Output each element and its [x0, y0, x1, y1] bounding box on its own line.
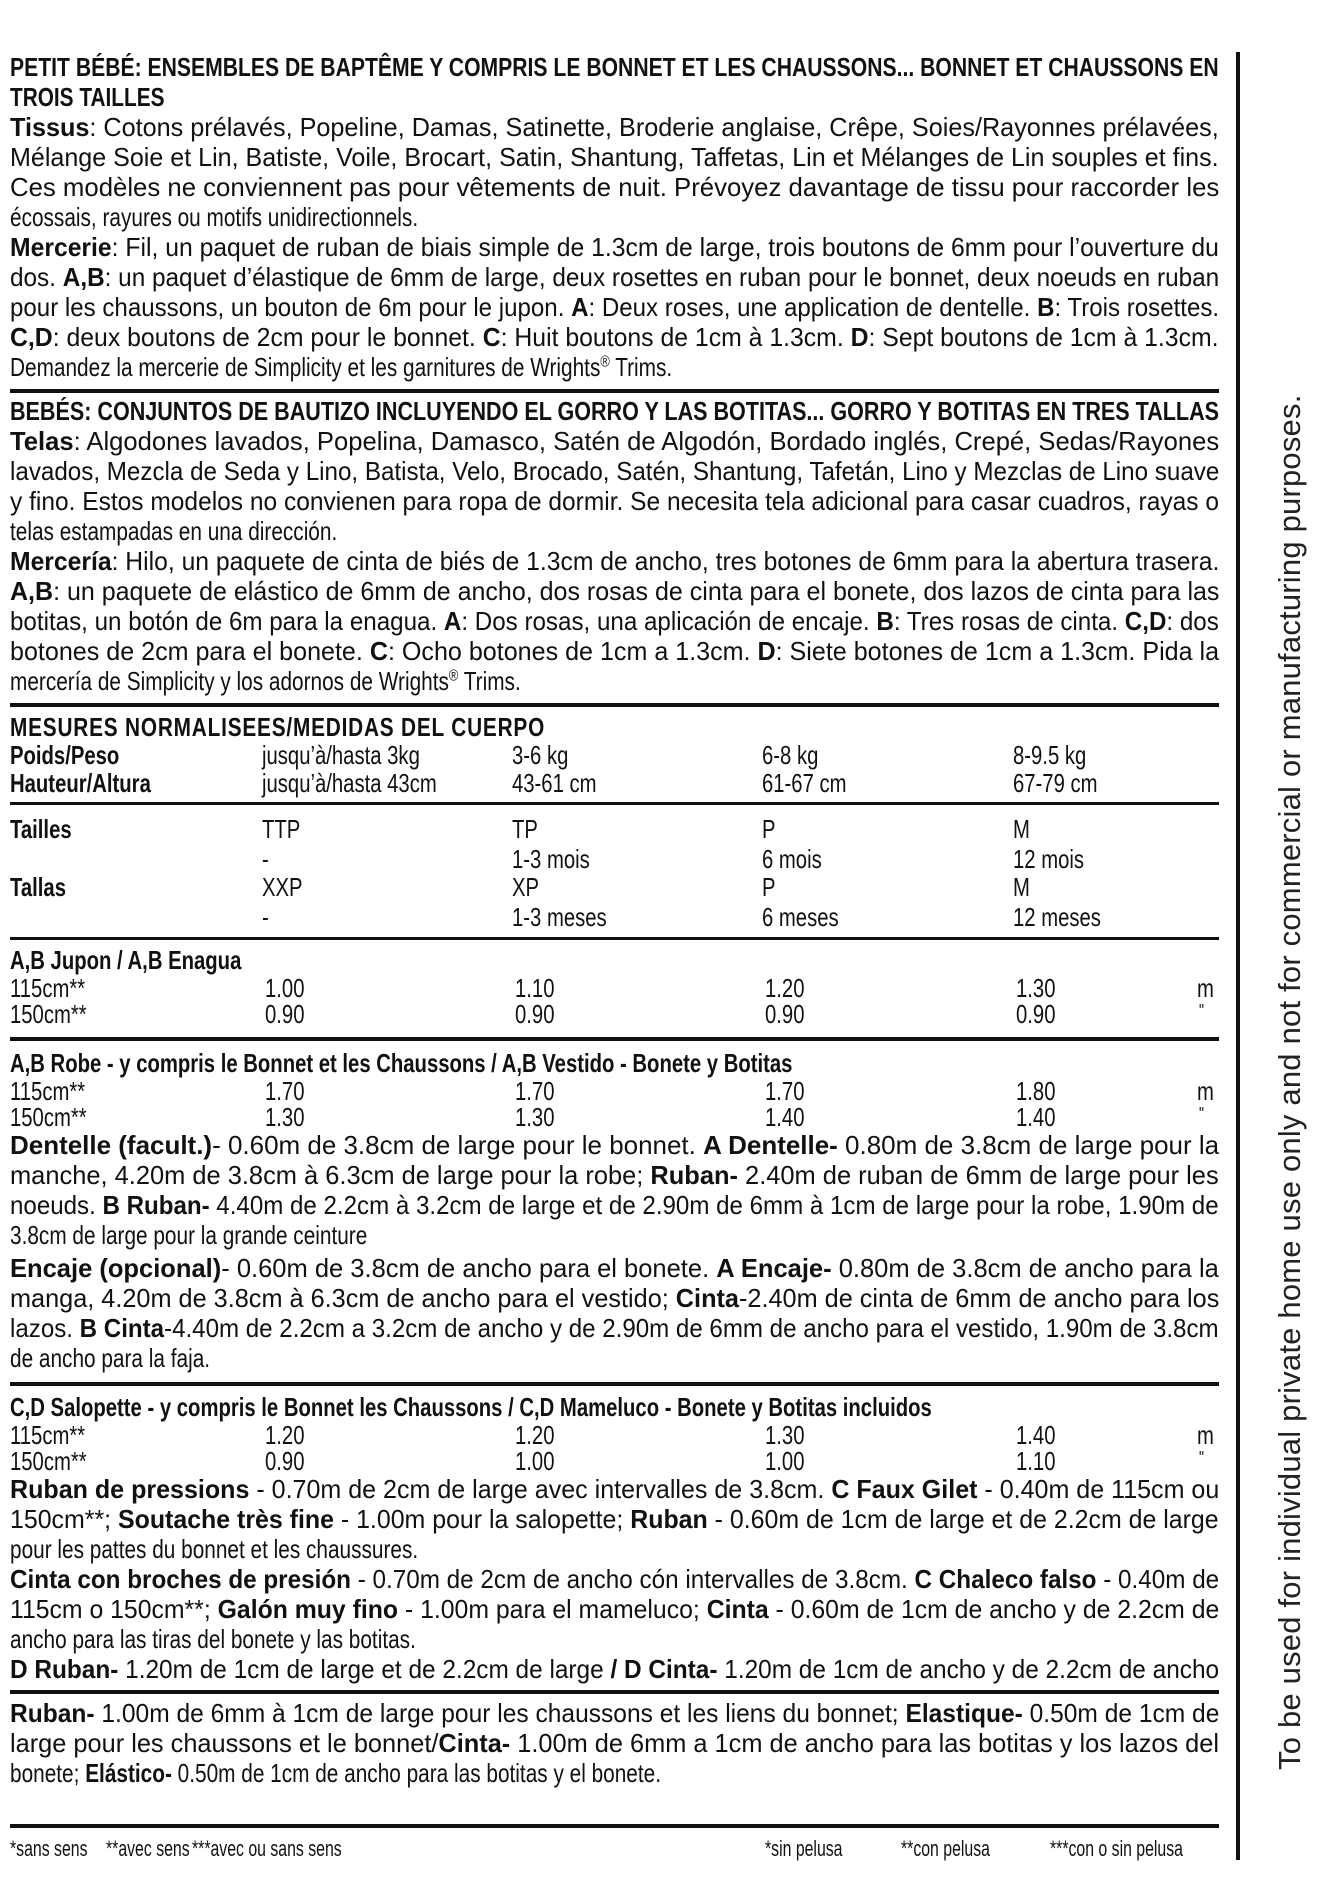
merceria-line: mercería de Simplicity y los adornos de Wrights® Trims. [10, 666, 521, 696]
yardage-value: 1.20 [765, 973, 805, 1003]
yardage-value: 1.70 [265, 1076, 305, 1106]
mercerie-line: dos. A,B: un paquet d’élastique de 6mm de large, deux rosettes en ruban pour le bonnet, deux noeuds en ruban [10, 262, 1220, 292]
yardage-value: 1.70 [765, 1076, 805, 1106]
notions-ab-es-line: manga, 4.20m de 3.8cm à 6.3cm de ancho para el vestido; Cinta-2.40m de cinta de 6mm de ancho para los [10, 1283, 1220, 1313]
weight-value: 6-8 kg [762, 740, 819, 770]
size-es: M [1013, 872, 1030, 902]
yardage-value: 1.10 [1016, 1446, 1056, 1476]
merceria-line: Mercería: Hilo, un paquete de cinta de biés de 1.3cm de ancho, tres botones de 6mm para la abertura trasera. [10, 546, 1220, 576]
section-divider [10, 1690, 1219, 1694]
mercerie-line: Mercerie: Fil, un paquet de ruban de biais simple de 1.3cm de large, trois boutons de 6mm pour l’ouverture du [10, 232, 1219, 262]
age-fr: 12 mois [1013, 844, 1085, 874]
notions-ab-es-line: Encaje (opcional)- 0.60m de 3.8cm de ancho para el bonete. A Encaje- 0.80m de 3.8cm de ancho para la [10, 1253, 1219, 1283]
size-fr: M [1013, 814, 1030, 844]
age-es: 1-3 meses [512, 902, 607, 932]
telas-label: Telas [10, 426, 74, 456]
notions-all-line: Ruban- 1.00m de 6mm à 1cm de large pour les chaussons et les liens du bonnet; Elastique- 0.50m de 1cm de [10, 1698, 1220, 1728]
yardage-value: 1.40 [1016, 1102, 1056, 1132]
yardage-value: 0.90 [765, 999, 805, 1029]
age-es: - [262, 902, 269, 932]
tissus-line: Tissus: Cotons prélavés, Popeline, Damas, Satinette, Broderie anglaise, Crêpe, Soies/Rayonnes prélavées, [10, 112, 1219, 142]
yardage-value: 1.40 [765, 1102, 805, 1132]
view-title: C,D Salopette - y compris le Bonnet les Chaussons / C,D Mameluco - Bonete y Botitas incluidos [10, 1392, 932, 1422]
size-es: P [762, 872, 776, 902]
fabric-width: 115cm** [10, 1076, 86, 1106]
unit: m [1197, 1076, 1214, 1106]
merceria-label: Mercería [10, 546, 112, 576]
mercerie-line: pour les chaussons, un bouton de 6m pour le jupon. A: Deux roses, une application de dentelle. B: Trois rosettes. [10, 292, 1220, 322]
spanish-heading: BEBÉS: CONJUNTOS DE BAUTIZO INCLUYENDO EL GORRO Y LAS BOTITAS... GORRO Y BOTITAS EN TRES TALLAS [10, 396, 1220, 426]
yardage-value: 1.10 [515, 973, 555, 1003]
notions-cd-fr-line: 150cm**; Soutache très fine - 1.00m pour la salopette; Ruban - 0.60m de 1cm de large et de 2.2cm de large [10, 1504, 1219, 1534]
weight-value: 8-9.5 kg [1013, 740, 1087, 770]
weight-value: jusqu’à/hasta 3kg [262, 740, 420, 770]
notions-ab-es-line: lazos. B Cinta-4.40m de 2.2cm a 3.2cm de ancho y de 2.90m de 6mm de ancho para el vestido, 1.90m de 3.8cm [10, 1313, 1219, 1343]
footnote-fr: **avec sens [106, 1836, 190, 1861]
yardage-value: 1.40 [1016, 1420, 1056, 1450]
fabric-width: 150cm** [10, 999, 87, 1029]
unit: m [1197, 973, 1214, 1003]
section-divider [10, 1382, 1219, 1386]
ditto-mark: " [1199, 1104, 1204, 1124]
notions-cd-es-line: ancho para las tiras del bonete y las botitas. [10, 1624, 416, 1654]
age-fr: 1-3 mois [512, 844, 590, 874]
tissus-line: Ces modèles ne conviennent pas pour vêtements de nuit. Prévoyez davantage de tissu pour raccorder les [10, 172, 1220, 202]
notions-cd-fr-line: pour les pattes du bonnet et les chaussures. [10, 1534, 419, 1564]
ditto-mark: " [1199, 1448, 1204, 1468]
footnote-es: ***con o sin pelusa [1050, 1836, 1183, 1861]
notions-all-line: bonete; Elástico- 0.50m de 1cm de ancho para las botitas y el bonete. [10, 1758, 661, 1788]
yardage-value: 1.00 [765, 1446, 805, 1476]
french-heading-line-1: PETIT BÉBÉ: ENSEMBLES DE BAPTÊME Y COMPRIS LE BONNET ET LES CHAUSSONS... BONNET ET CHAUSSONS EN [10, 52, 1219, 82]
footnote-es: *sin pelusa [765, 1836, 843, 1861]
ditto-mark: " [1199, 1001, 1204, 1021]
notions-cd-es-line: 115cm o 150cm**; Galón muy fino - 1.00m para el mameluco; Cinta - 0.60m de 1cm de ancho y de 2.2cm de [10, 1594, 1220, 1624]
yardage-value: 0.90 [265, 999, 305, 1029]
size-es: XP [512, 872, 540, 902]
yardage-value: 1.30 [1016, 973, 1056, 1003]
notions-ab-fr-line: noeuds. B Ruban- 4.40m de 2.2cm à 3.2cm de large et de 2.90m de 6mm à 1cm de large pour la robe, 1.90m de [10, 1190, 1219, 1220]
table-divider [10, 937, 1219, 940]
height-label: Hauteur/Altura [10, 768, 151, 798]
notions-cd-es-line: Cinta con broches de presión - 0.70m de 2cm de ancho cón intervalles de 3.8cm. C Chaleco falso - 0.40m de [10, 1564, 1220, 1594]
yardage-value: 1.00 [265, 973, 305, 1003]
notions-ab-fr-line: Dentelle (facult.)- 0.60m de 3.8cm de large pour le bonnet. A Dentelle- 0.80m de 3.8cm de large pour la [10, 1130, 1220, 1160]
measurements-heading: MESURES NORMALISEES/MEDIDAS DEL CUERPO [10, 712, 546, 742]
age-es: 6 meses [762, 902, 839, 932]
size-fr: TP [512, 814, 538, 844]
height-value: 61-67 cm [762, 768, 847, 798]
yardage-value: 1.00 [515, 1446, 555, 1476]
mercerie-line: Demandez la mercerie de Simplicity et les garnitures de Wrights® Trims. [10, 352, 673, 382]
fabric-width: 115cm** [10, 1420, 86, 1450]
age-es: 12 meses [1013, 902, 1101, 932]
yardage-value: 1.30 [765, 1420, 805, 1450]
size-fr: TTP [262, 814, 301, 844]
section-divider [10, 389, 1219, 393]
registered-mark: ® [600, 353, 610, 371]
telas-line: lavados, Mezcla de Seda y Lino, Batista, Velo, Brocado, Satén, Shantung, Tafetán, Lino y Mezclas de Lino suave [10, 456, 1220, 486]
mercerie-line: C,D: deux boutons de 2cm pour le bonnet. C: Huit boutons de 1cm à 1.3cm. D: Sept boutons de 1cm à 1.3cm. [10, 322, 1219, 352]
mercerie-label: Mercerie [10, 232, 112, 262]
section-divider [10, 1824, 1219, 1828]
notions-d-line: D Ruban- 1.20m de 1cm de large et de 2.2cm de large / D Cinta- 1.20m de 1cm de ancho y de 2.2cm de ancho [10, 1654, 1220, 1684]
tissus-line: Mélange Soie et Lin, Batiste, Voile, Brocart, Satin, Shantung, Taffetas, Lin et Mélanges de Lin souples et fins. [10, 142, 1219, 172]
fabric-width: 150cm** [10, 1102, 87, 1132]
merceria-line: botones de 2cm para el bonete. C: Ocho botones de 1cm a 1.3cm. D: Siete botones de 1cm a 1.3cm. Pida la [10, 636, 1220, 666]
footnote-fr: *sans sens [10, 1836, 88, 1861]
notions-cd-fr-line: Ruban de pressions - 0.70m de 2cm de large avec intervalles de 3.8cm. C Faux Gilet - 0.40m de 115cm ou [10, 1474, 1220, 1504]
footnote-fr: ***avec ou sans sens [192, 1836, 342, 1861]
view-title: A,B Robe - y compris le Bonnet et les Chaussons / A,B Vestido - Bonete y Botitas [10, 1048, 793, 1078]
tissus-label: Tissus [10, 112, 90, 142]
weight-value: 3-6 kg [512, 740, 569, 770]
age-fr: - [262, 844, 269, 874]
notions-all-line: large pour les chaussons et le bonnet/Cinta- 1.00m de 6mm a 1cm de ancho para las botitas y los lazos del [10, 1728, 1220, 1758]
telas-line: y fino. Estos modelos no convienen para ropa de dormir. Se necesita tela adicional para casar cuadros, rayas o [10, 486, 1219, 516]
size-fr: P [762, 814, 776, 844]
notions-ab-fr-line: manche, 4.20m de 3.8cm à 6.3cm de large pour la robe; Ruban- 2.40m de ruban de 6mm de large pour les [10, 1160, 1219, 1190]
weight-label: Poids/Peso [10, 740, 120, 770]
size-es: XXP [262, 872, 303, 902]
view-title: A,B Jupon / A,B Enagua [10, 945, 242, 975]
section-divider [10, 1037, 1219, 1041]
telas-line: telas estampadas en una dirección. [10, 516, 338, 546]
yardage-value: 0.90 [515, 999, 555, 1029]
height-value: jusqu’à/hasta 43cm [262, 768, 437, 798]
sizes-es-label: Tallas [10, 872, 66, 902]
yardage-value: 1.80 [1016, 1076, 1056, 1106]
merceria-line: botitas, un botón de 6m para la enagua. A: Dos rosas, una aplicación de encaje. B: Tres rosas de cinta. C,D: dos [10, 606, 1219, 636]
fabric-width: 150cm** [10, 1446, 87, 1476]
usage-notice: To be used for individual private home use only and not for commercial or manufacturing purposes. [1272, 394, 1307, 1770]
fabric-width: 115cm** [10, 973, 86, 1003]
table-divider [10, 802, 1219, 805]
sizes-fr-label: Tailles [10, 814, 72, 844]
yardage-value: 1.70 [515, 1076, 555, 1106]
footnote-es: **con pelusa [901, 1836, 990, 1861]
french-heading-line-2: TROIS TAILLES [10, 82, 165, 112]
notions-ab-fr-line: 3.8cm de large pour la grande ceinture [10, 1220, 368, 1250]
yardage-value: 0.90 [265, 1446, 305, 1476]
yardage-value: 1.30 [265, 1102, 305, 1132]
age-fr: 6 mois [762, 844, 822, 874]
yardage-value: 1.20 [515, 1420, 555, 1450]
yardage-value: 1.30 [515, 1102, 555, 1132]
yardage-value: 1.20 [265, 1420, 305, 1450]
section-divider [10, 703, 1219, 707]
registered-mark: ® [448, 667, 459, 685]
height-value: 43-61 cm [512, 768, 597, 798]
telas-line: Telas: Algodones lavados, Popelina, Damasco, Satén de Algodón, Bordado inglés, Crepé, Sedas/Rayones [10, 426, 1220, 456]
yardage-value: 0.90 [1016, 999, 1056, 1029]
merceria-line: A,B: un paquete de elástico de 6mm de ancho, dos rosas de cinta para el bonete, dos lazos de cinta para las [10, 576, 1220, 606]
height-value: 67-79 cm [1013, 768, 1098, 798]
notions-ab-es-line: de ancho para la faja. [10, 1343, 211, 1373]
tissus-line: écossais, rayures ou motifs unidirectionnels. [10, 202, 419, 232]
unit: m [1197, 1420, 1214, 1450]
